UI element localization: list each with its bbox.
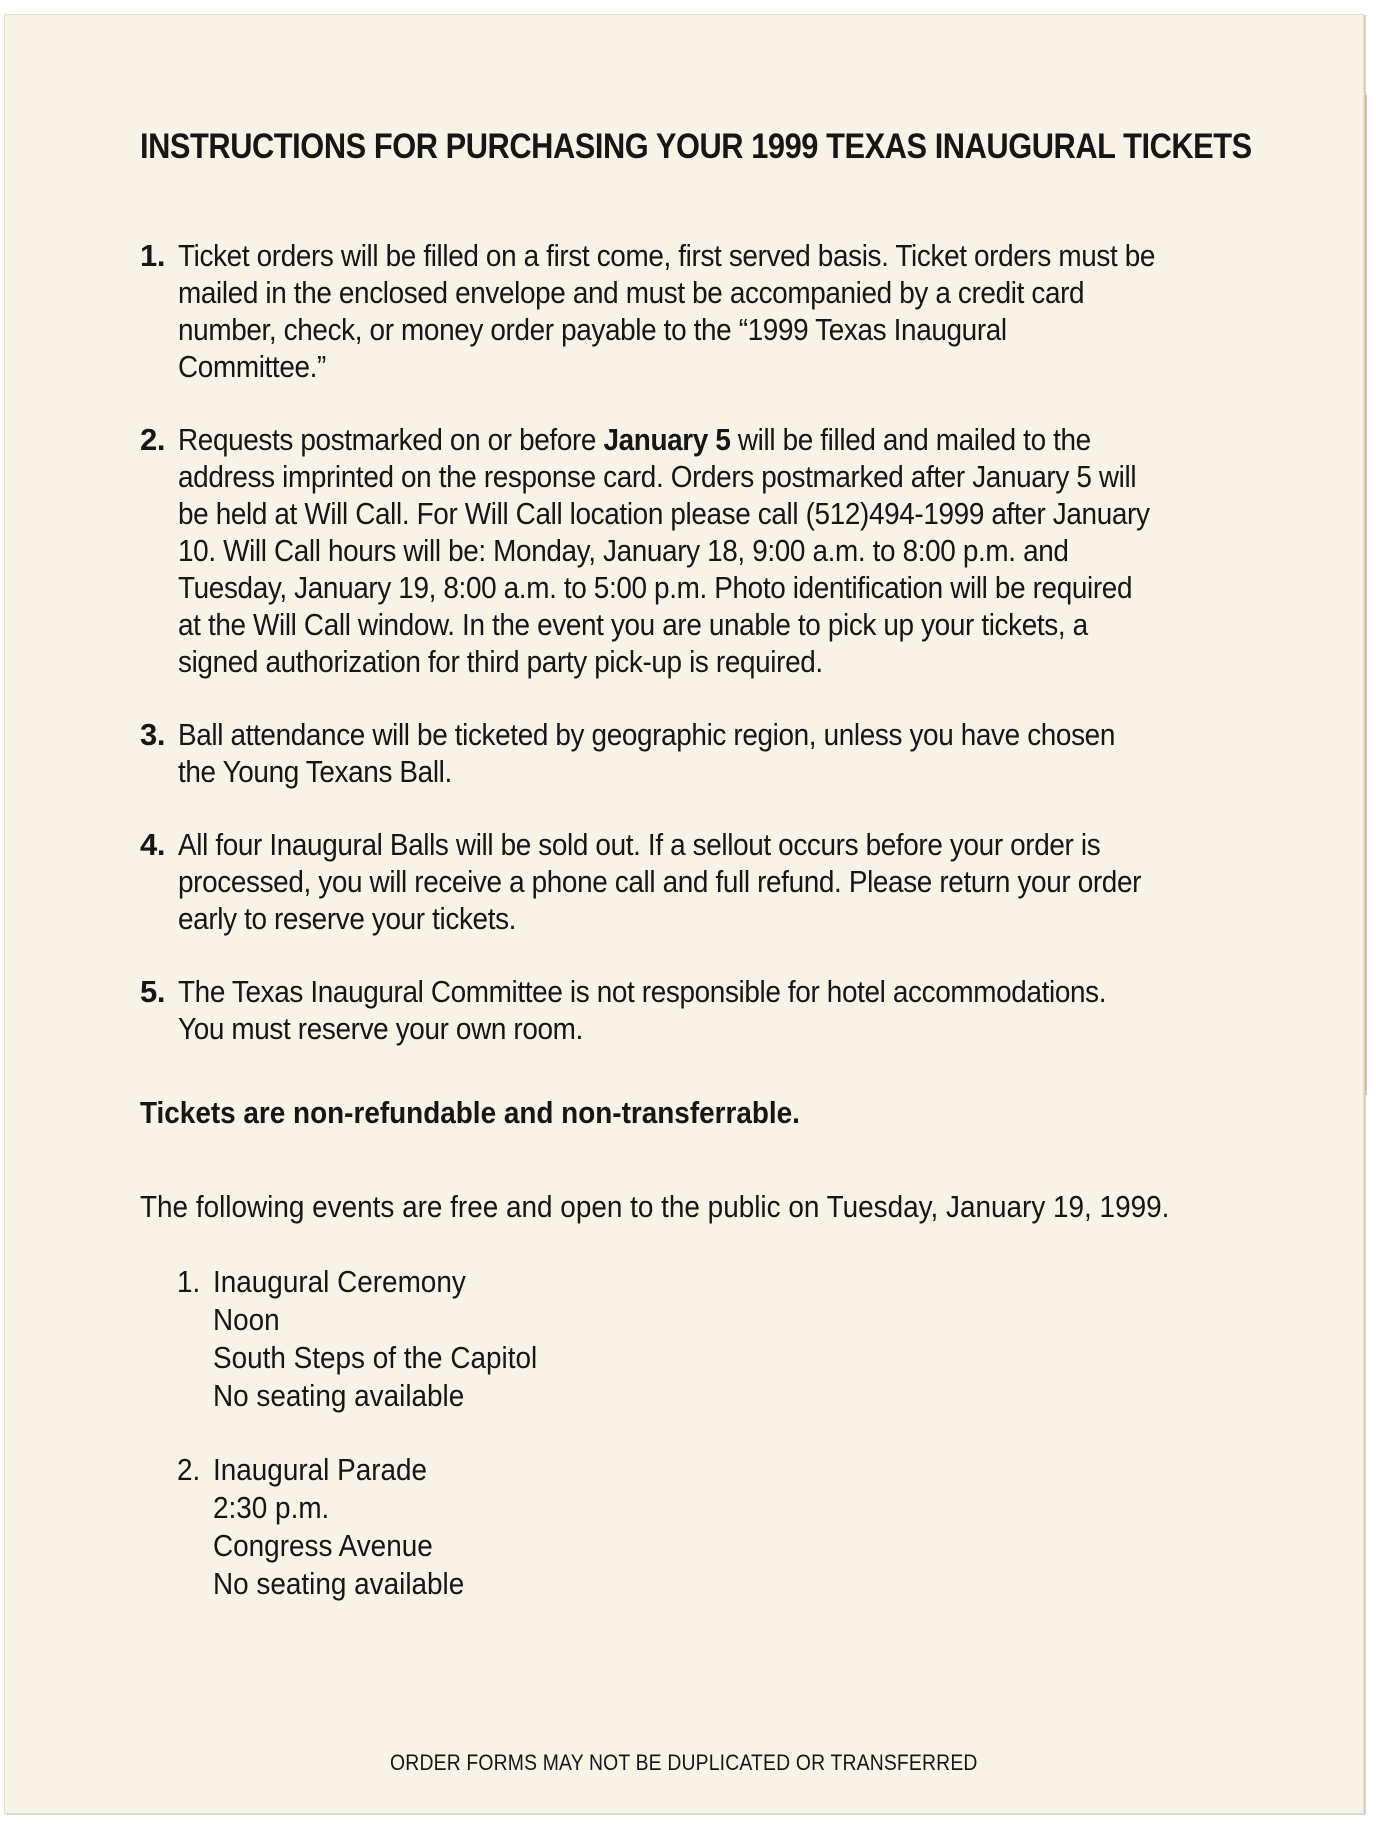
instruction-number: 3. <box>140 717 166 752</box>
document-title: INSTRUCTIONS FOR PURCHASING YOUR 1999 TEXAS INAUGURAL TICKETS <box>140 127 1252 166</box>
instruction-text <box>178 421 1159 680</box>
event-seating: No seating available <box>213 1378 465 1413</box>
instruction-bold-part: January 5 <box>603 422 731 457</box>
instruction-item <box>140 421 1340 680</box>
event-name: Inaugural Parade <box>213 1452 428 1487</box>
instruction-item <box>140 716 1340 790</box>
event-time: 2:30 p.m. <box>213 1490 330 1525</box>
instruction-text-part: All four Inaugural Balls will be sold out. If a sellout occurs before your order is processed, you will receive a phone call and full refund. Please return your order early to reserve your tickets. <box>178 827 1142 936</box>
instruction-text-part: Ticket orders will be filled on a first come, first served basis. Ticket orders must be mailed in the enclosed envelope and must be accompanied by a credit card number, check, or money order payable to the “1999 Texas Inaugural Committee.” <box>178 238 1156 384</box>
free-events-list <box>177 1263 577 1639</box>
instruction-text <box>178 826 1159 937</box>
event-name: Inaugural Ceremony <box>213 1264 466 1299</box>
event-seating: No seating available <box>213 1566 465 1601</box>
event-number: 2. <box>177 1452 201 1487</box>
instructions-list <box>140 237 1340 1083</box>
paper-edge <box>1365 95 1367 1095</box>
instruction-text-part: will be filled and mailed to the address imprinted on the response card. Orders postmarked after January 5 will be held at Will Call. For Will Call location please call (512)494-1999 after January 10. Will Call hours will be: Monday, January 18, 9:00 a.m. to 8:00 p.m. and Tuesday, January 19, 8:00 a.m. to 5:00 p.m. Photo identification will be required at the Will Call window. In the event you are unable to pick up your tickets, a signed authorization for third party pick-up is required. <box>178 422 1150 679</box>
free-events-intro: The following events are free and open to the public on Tuesday, January 19, 1999. <box>140 1189 1170 1224</box>
event-item <box>177 1263 537 1415</box>
instruction-text-part: The Texas Inaugural Committee is not responsible for hotel accommodations. You must reserve your own room. <box>178 974 1107 1046</box>
instruction-text <box>178 973 1159 1047</box>
instruction-text-part: Ball attendance will be ticketed by geographic region, unless you have chosen the Young Texans Ball. <box>178 717 1115 789</box>
instruction-text-part: Requests postmarked on or before <box>178 422 604 457</box>
instruction-number: 4. <box>140 827 166 862</box>
instruction-item <box>140 973 1340 1047</box>
instruction-number: 1. <box>140 238 166 273</box>
event-item <box>177 1451 537 1603</box>
document-page <box>4 14 1364 1814</box>
event-number: 1. <box>177 1264 201 1299</box>
instruction-text <box>178 716 1159 790</box>
footer-notice <box>5 1750 1363 1776</box>
footer-text: ORDER FORMS MAY NOT BE DUPLICATED OR TRANSFERRED <box>390 1750 978 1775</box>
instruction-number: 2. <box>140 422 166 457</box>
instruction-item <box>140 826 1340 937</box>
event-location: South Steps of the Capitol <box>213 1340 538 1375</box>
non-refundable-notice: Tickets are non-refundable and non-transferrable. <box>140 1095 800 1130</box>
event-location: Congress Avenue <box>213 1528 433 1563</box>
instruction-item <box>140 237 1340 385</box>
instruction-text <box>178 237 1159 385</box>
instruction-number: 5. <box>140 974 166 1009</box>
event-time: Noon <box>213 1302 280 1337</box>
